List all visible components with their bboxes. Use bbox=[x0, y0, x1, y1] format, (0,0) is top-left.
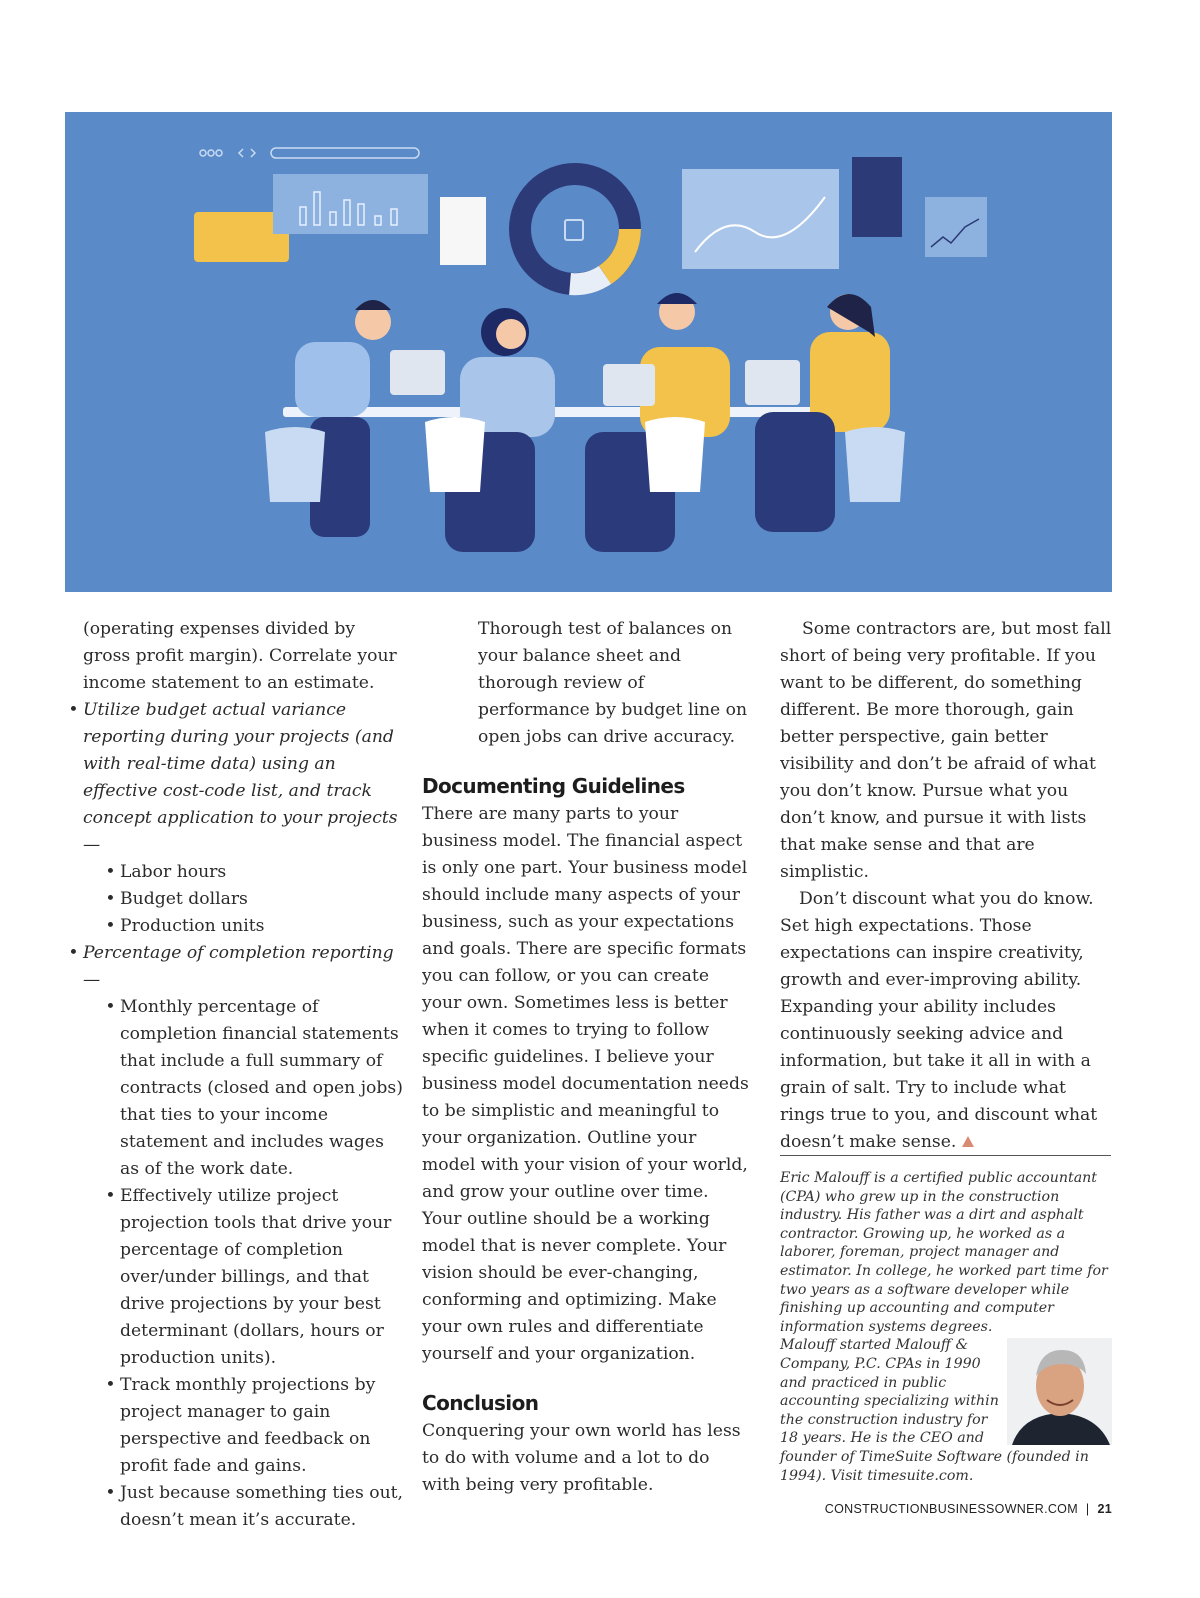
column-2 bbox=[422, 616, 752, 1499]
list-item: • Percentage of completion reporting — bbox=[68, 943, 394, 990]
list-item: • Utilize budget actual variance reporting during your projects (and with real-time data) using an effective cost-code list, and track concept application to your projects — bbox=[68, 700, 398, 855]
page-number: 21 bbox=[1097, 1502, 1112, 1516]
divider bbox=[780, 1155, 1111, 1156]
page-footer bbox=[825, 1502, 1112, 1516]
list-item: • Labor hours bbox=[105, 862, 227, 882]
paragraph: Conquering your own world has less to do with volume and a lot to do with being very profitable. bbox=[422, 1421, 741, 1495]
list-item: • Monthly percentage of completion financial statements that include a full summary of contracts (closed and open jobs) that ties to your income statement and includes wages as of the work date. bbox=[105, 997, 403, 1179]
list-item: • Budget dollars bbox=[105, 889, 248, 909]
site-name: CONSTRUCTIONBUSINESSOWNER.COM bbox=[824, 1502, 1078, 1516]
hero-illustration bbox=[65, 112, 1112, 592]
paragraph: Some contractors are, but most fall short of being very profitable. If you want to be different, do something different. Be more thorough, gain better perspective, gain better visibility and don’t be afraid of what you don’t know. Pursue what you don’t know, and pursue it with lists that make sense and that are simplistic. bbox=[780, 619, 1112, 882]
paragraph: (operating expenses divided by gross profit margin). Correlate your income statement to an estimate. bbox=[83, 619, 397, 693]
list-item: • Just because something ties out, doesn’t mean it’s accurate. bbox=[105, 1483, 404, 1530]
paragraph: Don’t discount what you do know. Set high expectations. Those expectations can inspire creativity, growth and ever-improving ability. Expanding your ability includes continuously seeking advice and information, but take it all in with a grain of salt. Try to include what rings true to you, and discount what doesn’t make sense. bbox=[780, 889, 1098, 1152]
section-heading: Conclusion bbox=[422, 1391, 539, 1415]
footer-separator: | bbox=[1085, 1502, 1090, 1516]
author-photo bbox=[1007, 1338, 1112, 1445]
list-item: • Production units bbox=[105, 916, 265, 936]
list-item: • Effectively utilize project projection tools that drive your percentage of completion over/under billings, and that drive projections by your best determinant (dollars, hours or production units). bbox=[105, 1186, 392, 1368]
paragraph: There are many parts to your business model. The financial aspect is only one part. Your business model should include many aspects of your business, such as your expectations and goals. There are specific formats you can follow, or you can create your own. Sometimes less is better when it comes to trying to follow specific guidelines. I believe your business model documentation needs to be simplistic and meaningful to your organization. Outline your model with your vision of your world, and grow your outline over time. Your outline should be a working model that is never complete. Your vision should be ever-changing, conforming and optimizing. Make your own rules and differentiate yourself and your organization. bbox=[422, 804, 749, 1364]
paragraph: Thorough test of balances on your balance sheet and thorough review of performance by budget line on open jobs can drive accuracy. bbox=[478, 619, 748, 747]
column-3 bbox=[780, 616, 1112, 1156]
end-mark-icon bbox=[962, 1136, 974, 1147]
section-heading: Documenting Guidelines bbox=[422, 774, 685, 798]
list-item: • Track monthly projections by project manager to gain perspective and feedback on profit fade and gains. bbox=[105, 1375, 376, 1476]
author-bio: Eric Malouff is a certified public accountant (CPA) who grew up in the construction industry. His father was a dirt and asphalt contractor. Growing up, he worked as a laborer, foreman, project manager and estimator. In college, he worked part time for two years as a software developer while finishing up accounting and computer information systems degrees. Malouff started Malouff & Company, P.C. CPAs in 1990 and practiced in public accounting specializing within the construction industry for 18 years. He is the CEO and founder of TimeSuite Software (founded in 1994). Visit timesuite.com. bbox=[780, 1169, 1112, 1485]
column-1 bbox=[64, 616, 404, 1534]
